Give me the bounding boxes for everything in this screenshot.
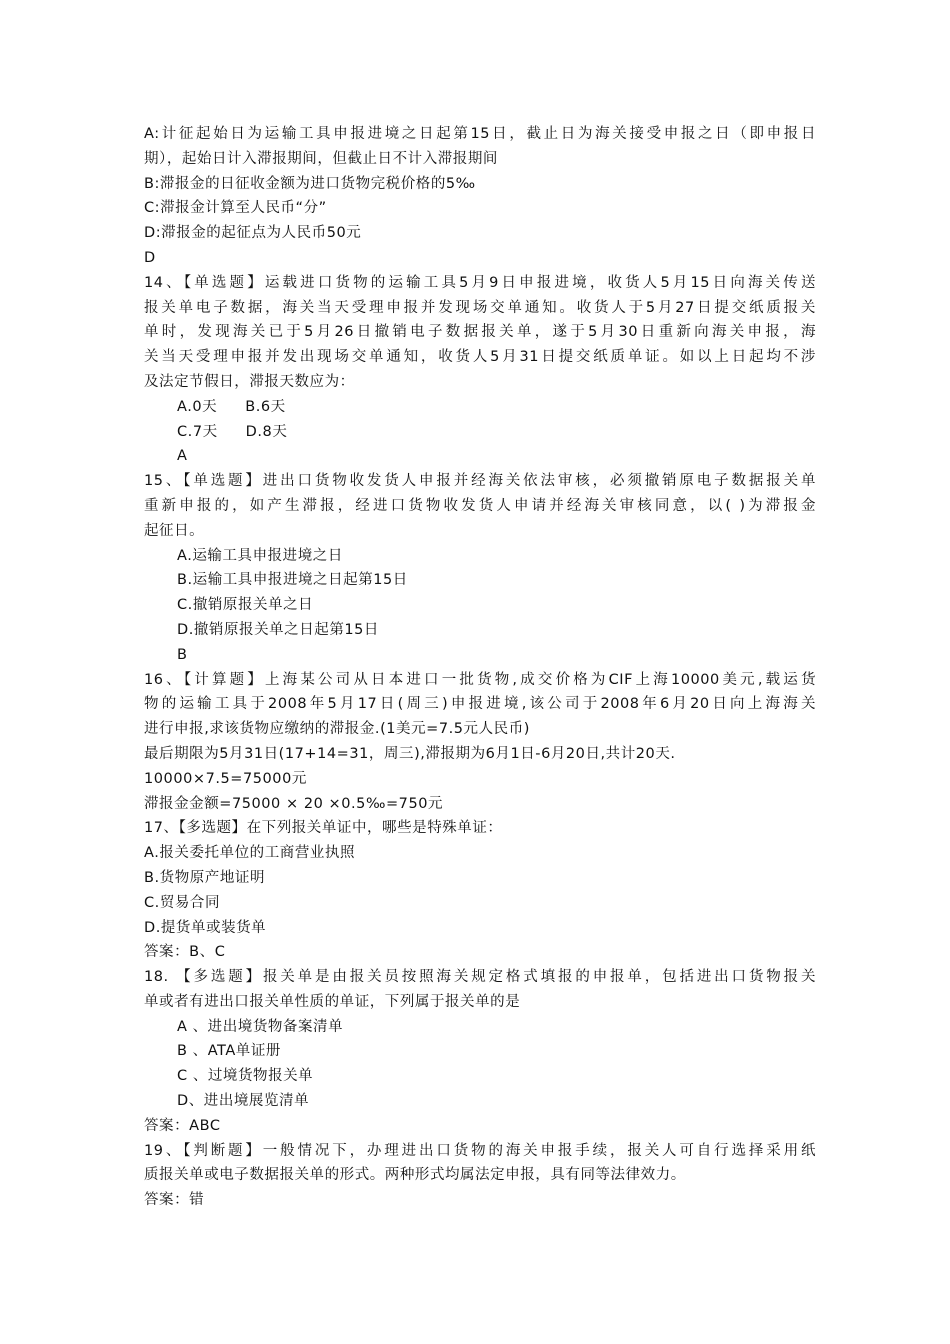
q18-option-d: D、进出境展览清单 xyxy=(177,1093,310,1110)
q18-line2: 单或者有进出口报关单性质的单证，下列属于报关单的是 xyxy=(144,993,521,1010)
q16-line5: 10000×7.5=75000元 xyxy=(144,770,307,787)
q14-line1: 14、【单选题】运载进口货物的运输工具5月9日申报进境，收货人5月15日向海关传送 xyxy=(144,274,816,291)
q16-line2: 物的运输工具于2008年5月17日(周三)申报进境,该公司于2008年6月20日向上海海关 xyxy=(144,696,816,713)
q17-option-d: D.提货单或装货单 xyxy=(144,919,267,936)
q16-line6: 滞报金金额=75000 × 20 ×0.5‰=750元 xyxy=(144,795,444,812)
q19-line2: 质报关单或电子数据报关单的形式。两种形式均属法定申报，具有同等法律效力。 xyxy=(144,1167,686,1184)
q15-option-b: B.运输工具申报进境之日起第15日 xyxy=(177,572,408,589)
q19-line1: 19、【判断题】一般情况下，办理进出口货物的海关申报手续，报关人可自行选择采用纸 xyxy=(144,1142,816,1159)
q13-option-c: C:滞报金计算至人民币“分” xyxy=(144,200,327,217)
q13-option-a-line1: A:计征起始日为运输工具申报进境之日起第15日，截止日为海关接受申报之日（即申报日 xyxy=(144,126,816,142)
q14-answer: A xyxy=(177,448,188,465)
q16-line4: 最后期限为5月31日(17+14=31，周三),滞报期为6月1日-6月20日,共计20天. xyxy=(144,745,676,762)
q14-line4: 关当天受理申报并发出现场交单通知，收货人5月31日提交纸质单证。如以上日起均不涉 xyxy=(144,349,816,366)
q14-option-d: D.8天 xyxy=(245,423,288,440)
q15-line1: 15、【单选题】进出口货物收发货人申报并经海关依法审核，必须撤销原电子数据报关单 xyxy=(144,473,816,490)
q17-option-c: C.贸易合同 xyxy=(144,894,221,911)
q17-option-a: A.报关委托单位的工商营业执照 xyxy=(144,845,356,862)
q13-answer: D xyxy=(144,249,156,266)
q18-answer: 答案：ABC xyxy=(144,1117,221,1134)
q14-line5: 及法定节假日，滞报天数应为： xyxy=(144,373,355,390)
q14-line3: 单时，发现海关已于5月26日撤销电子数据报关单，遂于5月30日重新向海关申报，海 xyxy=(144,324,816,341)
q18-option-a: A 、进出境货物备案清单 xyxy=(177,1018,344,1035)
q14-option-a: A.0天 xyxy=(177,398,218,415)
q16-line3: 进行申报,求该货物应缴纳的滞报金.(1美元=7.5元人民币) xyxy=(144,721,530,738)
q18-option-b: B 、ATA单证册 xyxy=(177,1043,281,1060)
q13-option-d: D:滞报金的起征点为人民币50元 xyxy=(144,225,362,242)
q14-option-c: C.7天 xyxy=(177,423,218,440)
q18-option-c: C 、过境货物报关单 xyxy=(177,1068,314,1085)
q15-option-c: C.撤销原报关单之日 xyxy=(177,597,314,614)
q17-answer: 答案：B、C xyxy=(144,944,226,961)
q13-option-a-line2: 期），起始日计入滞报期间，但截止日不计入滞报期间 xyxy=(144,150,498,167)
q14-option-b: B.6天 xyxy=(245,398,286,415)
q19-answer: 答案：错 xyxy=(144,1192,205,1209)
q14-options-row2 xyxy=(144,420,816,445)
q17-line1: 17、【多选题】在下列报关单证中，哪些是特殊单证： xyxy=(144,820,503,837)
q18-line1: 18. 【多选题】报关单是由报关员按照海关规定格式填报的申报单，包括进出口货物报关 xyxy=(144,969,816,986)
q14-options-row1 xyxy=(144,395,816,420)
q17-option-b: B.货物原产地证明 xyxy=(144,869,266,886)
q15-line3: 起征日。 xyxy=(144,522,205,539)
q16-line1: 16、【计算题】上海某公司从日本进口一批货物,成交价格为CIF上海10000美元,载运货 xyxy=(144,671,816,688)
q15-option-a: A.运输工具申报进境之日 xyxy=(177,547,343,564)
q15-answer: B xyxy=(177,646,188,663)
q13-option-b: B:滞报金的日征收金额为进口货物完税价格的5‰ xyxy=(144,175,476,192)
q15-option-d: D.撤销原报关单之日起第15日 xyxy=(177,621,379,638)
document-page xyxy=(144,122,816,1213)
q15-line2: 重新申报的，如产生滞报，经进口货物收发货人申请并经海关审核同意，以( )为滞报金 xyxy=(144,497,816,514)
q14-line2: 报关单电子数据，海关当天受理申报并发现场交单通知。收货人于5月27日提交纸质报关 xyxy=(144,299,816,316)
